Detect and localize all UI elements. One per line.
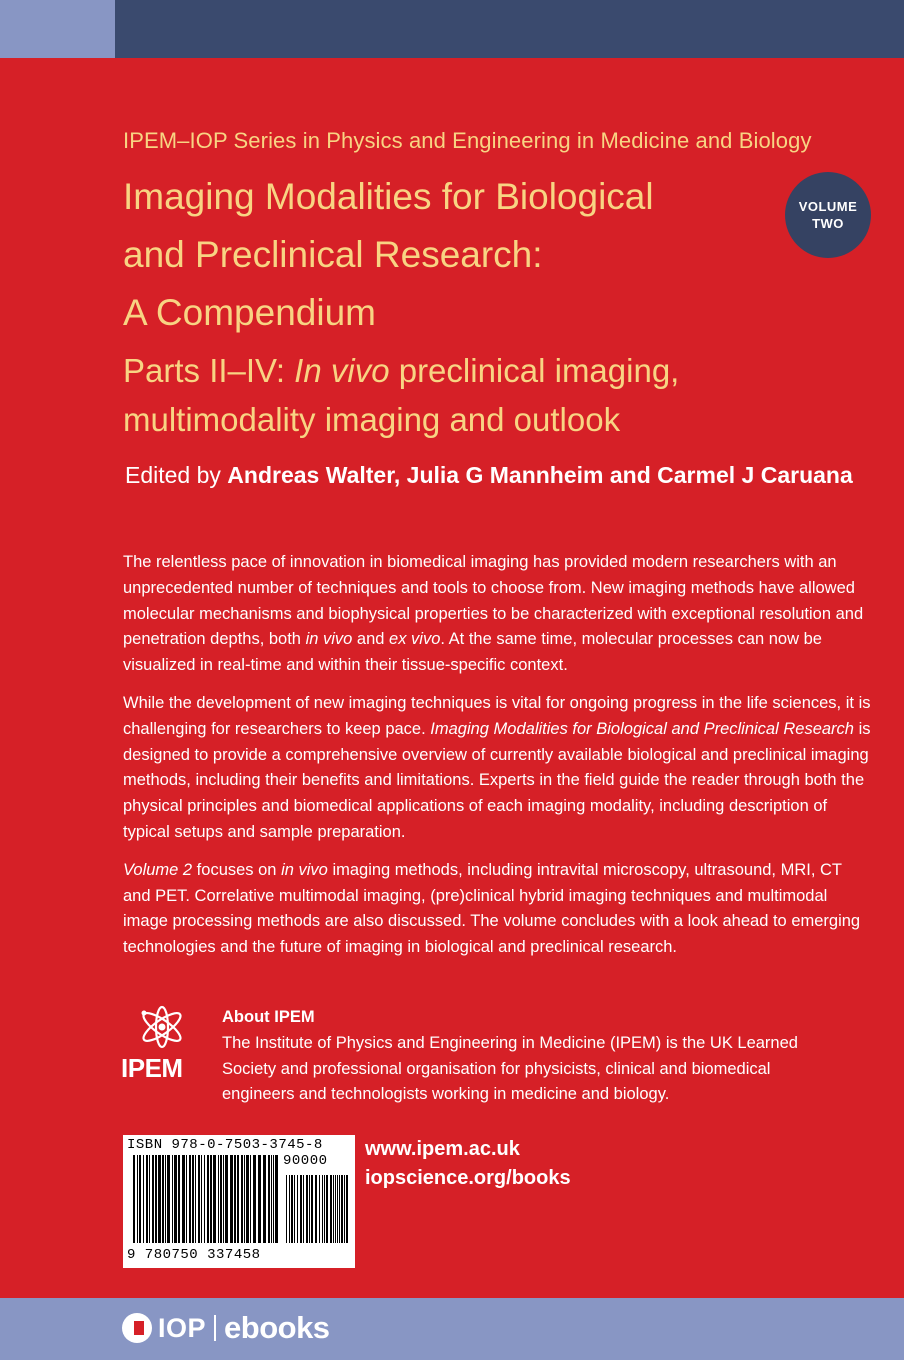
blurb-text: is designed to provide a comprehensive overview of currently available biological and preclinical imaging methods, including their benefits and limitations. Experts in the field guide the reader through both the physical principles and biomedical applications of each imaging modality, including description of typical setups and sample preparation. (123, 719, 871, 841)
blurb-text: focuses on (192, 860, 282, 879)
iopscience-link[interactable]: iopscience.org/books (365, 1167, 571, 1189)
editors-names: Andreas Walter, Julia G Mannheim and Carmel J Caruana (227, 462, 853, 488)
blurb-italic: ex vivo (389, 630, 441, 649)
isbn-text: ISBN 978-0-7503-3745-8 (127, 1137, 323, 1153)
blurb-paragraph-1 (123, 550, 873, 679)
subtitle-italic: In vivo (294, 352, 390, 389)
blurb-italic: Volume 2 (123, 860, 193, 879)
volume-badge (785, 172, 871, 258)
blurb (123, 550, 873, 973)
ebooks-word: ebooks (224, 1310, 330, 1345)
top-band-accent (0, 0, 115, 58)
blurb-italic: Imaging Modalities for Biological and Preclinical Research (430, 719, 854, 738)
iop-word: IOP (158, 1312, 207, 1343)
blurb-text: . At the same time, molecular processes can now be visualized in real-time and within their tissue-specific context. (123, 630, 822, 675)
blurb-text: While the development of new imaging techniques is vital for ongoing progress in the life sciences, it is challenging for researchers to keep pace. (123, 693, 871, 738)
top-band (0, 0, 904, 58)
blurb-text: The relentless pace of innovation in biomedical imaging has provided modern researchers with an unprecedented number of techniques and tools to choose from. New imaging methods have allowed molecular mechanisms and biophysical properties to be characterized with exceptional resolution and penetration depths, both (123, 553, 864, 649)
about-ipem (222, 1005, 842, 1108)
blurb-italic: in vivo (305, 630, 353, 649)
ipem-link[interactable]: www.ipem.ac.uk (365, 1138, 520, 1160)
blurb-text: imaging methods, including intravital microscopy, ultrasound, MRI, CT and PET. Correlative multimodal imaging, (pre)clinical hybrid imaging techniques and multimodal image processing methods are also discussed. The volume concludes with a look ahead to emerging technologies and the future of imaging in biological and preclinical research. (123, 860, 861, 957)
links (365, 1135, 571, 1193)
blurb-italic: in vivo (281, 860, 328, 879)
subtitle-rest: preclinical imaging, (389, 352, 680, 389)
barcode-addon-number: 90000 (283, 1153, 328, 1169)
book-subtitle (123, 346, 783, 444)
blurb-paragraph-3 (123, 858, 873, 961)
logo-separator (214, 1315, 216, 1341)
isbn-barcode (123, 1135, 355, 1268)
volume-number: TWO (812, 216, 844, 231)
iop-circle-icon (122, 1313, 152, 1343)
subtitle-line-2: multimodality imaging and outlook (123, 401, 621, 438)
about-heading: About IPEM (222, 1008, 315, 1026)
blurb-paragraph-2 (123, 691, 873, 846)
series-name: IPEM–IOP Series in Physics and Engineering in Medicine and Biology (123, 128, 812, 153)
title-line-3: A Compendium (123, 292, 376, 333)
about-text: The Institute of Physics and Engineering in Medicine (IPEM) is the UK Learned Society and professional organisation for physicists, clinical and biomedical engineers and technologists working in medicine and biology. (222, 1033, 798, 1104)
title-line-1: Imaging Modalities for Biological (123, 176, 654, 217)
editors (125, 462, 853, 489)
barcode-number: 9 780750 337458 (127, 1247, 261, 1263)
book-title (123, 168, 763, 342)
volume-label: VOLUME (798, 199, 858, 214)
editors-prefix: Edited by (125, 462, 228, 488)
subtitle-prefix: Parts II–IV: (123, 352, 295, 389)
iop-ebooks-logo (122, 1311, 330, 1345)
ipem-logo-text: IPEM (121, 1053, 183, 1083)
title-line-2: and Preclinical Research: (123, 234, 543, 275)
blurb-text: and (352, 630, 390, 649)
